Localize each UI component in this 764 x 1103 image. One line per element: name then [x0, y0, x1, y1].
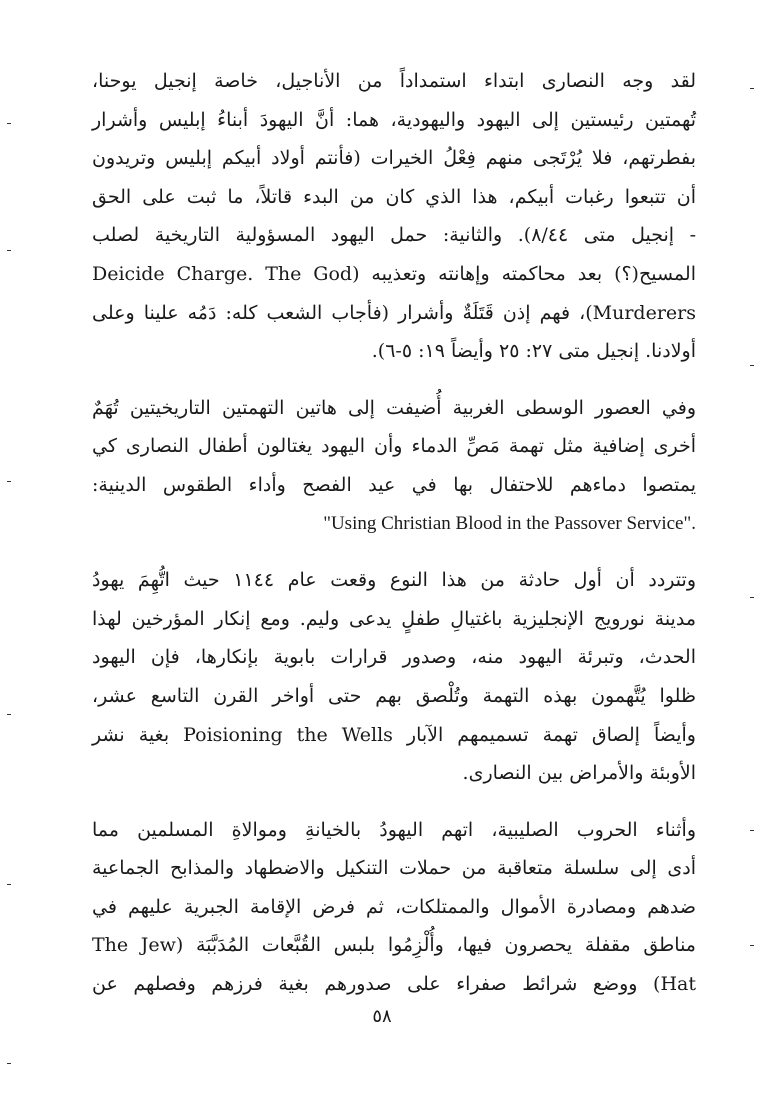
text-line: أولادنا. إنجيل متى ٢٧: ٢٥ وأيضاً ١٩: ٥-٦).: [371, 340, 696, 363]
text-line: مدينة نورويج الإنجليزية باغتيالِ طفلٍ يدعى وليم. ومع إنكار المؤرخين لهذا: [92, 607, 696, 630]
text-line: وتتردد أن أول حادثة من هذا النوع وقعت عام ١١٤٤ حيث اتُّهِمَ يهودُ: [92, 569, 696, 592]
margin-mark: [750, 945, 754, 946]
text-line: أدى إلى سلسلة متعاقبة من حملات التنكيل والاضطهاد والمذابح الجماعية: [92, 857, 696, 880]
text-line: أن تتبعوا رغبات أبيكم، هذا الذي كان من البدء قاتلاً، ما ثبت على الحق: [92, 185, 696, 208]
text-line: Murderers)، فهم إذن قَتَلَةٌ وأشرار (فأجاب الشعب كله: دَمُه علينا وعلى: [92, 301, 696, 324]
page-body: [92, 62, 696, 1004]
text-line: وأثناء الحروب الصليبية، اتهم اليهودُ بالخيانةِ وموالاةِ المسلمين مما: [92, 818, 696, 841]
paragraph: [92, 561, 696, 793]
text-line: المسيح(؟) بعد محاكمته وإهانته وتعذيبه (Deicide Charge. The God: [92, 262, 696, 285]
margin-mark: [750, 365, 754, 366]
text-line: وأيضاً إلصاق تهمة تسميمهم الآبار Poisioning the Wells بغية نشر: [92, 723, 696, 746]
text-line: أخرى إضافية مثل تهمة مَصِّ الدماء وأن اليهود يغتالون أطفال النصارى كي: [92, 435, 696, 458]
margin-mark: [7, 250, 11, 251]
text-line: تُهمتين رئيستين إلى اليهود واليهودية، هما: أنَّ اليهودَ أبناءُ إبليس وأشرار: [92, 108, 696, 131]
text-line: "Using Christian Blood in the Passover Service".: [323, 512, 696, 534]
text-line: يمتصوا دماءهم للاحتفال بها في عيد الفصح وأداء الطقوس الدينية:: [92, 473, 696, 496]
margin-mark: [7, 1063, 11, 1064]
text-line: لقد وجه النصارى ابتداء استمداداً من الأناجيل، خاصة إنجيل يوحنا،: [92, 70, 696, 92]
text-line: ضدهم ومصادرة الأموال والممتلكات، ثم فرض الإقامة الجبرية عليهم في: [92, 895, 696, 918]
text-line: ظلوا يُتَّهمون بهذه التهمة وتُلْصق بهم حتى أواخر القرن التاسع عشر،: [92, 684, 696, 707]
margin-mark: [7, 123, 11, 124]
paragraph: [92, 389, 696, 543]
text-line: الأوبئة والأمراض بين النصارى.: [462, 762, 696, 785]
text-line: مناطق مقفلة يحصرون فيها، وأُلْزِمُوا بلبس القُبَّعات المُدَبَّبَة (The Jew: [92, 934, 696, 957]
margin-mark: [750, 597, 754, 598]
text-line: الحدث، وتبرئة اليهود منه، وصدور قرارات بابوية بإنكارها، فإن اليهود: [92, 646, 697, 669]
text-line: Hat) ووضع شرائط صفراء على صدورهم بغية فرزهم وفصلهم عن: [92, 973, 696, 996]
paragraph: [92, 811, 696, 1004]
text-line: - إنجيل متى ٨/٤٤). والثانية: حمل اليهود المسؤولية التاريخية لصلب: [92, 224, 696, 247]
text-line: بفطرتهم، فلا يُرْتَجى منهم فِعْلُ الخيرات (فأنتم أولاد أبيكم إبليس وتريدون: [92, 147, 696, 170]
margin-mark: [7, 481, 11, 482]
margin-mark: [7, 884, 11, 885]
page-number: ٥٨: [372, 1006, 392, 1027]
margin-mark: [750, 830, 754, 831]
margin-mark: [750, 88, 754, 89]
margin-mark: [7, 714, 11, 715]
text-line: وفي العصور الوسطى الغربية أُضيفت إلى هاتين التهمتين التاريخيتين تُهَمٌ: [92, 396, 696, 419]
paragraph: [92, 62, 696, 371]
